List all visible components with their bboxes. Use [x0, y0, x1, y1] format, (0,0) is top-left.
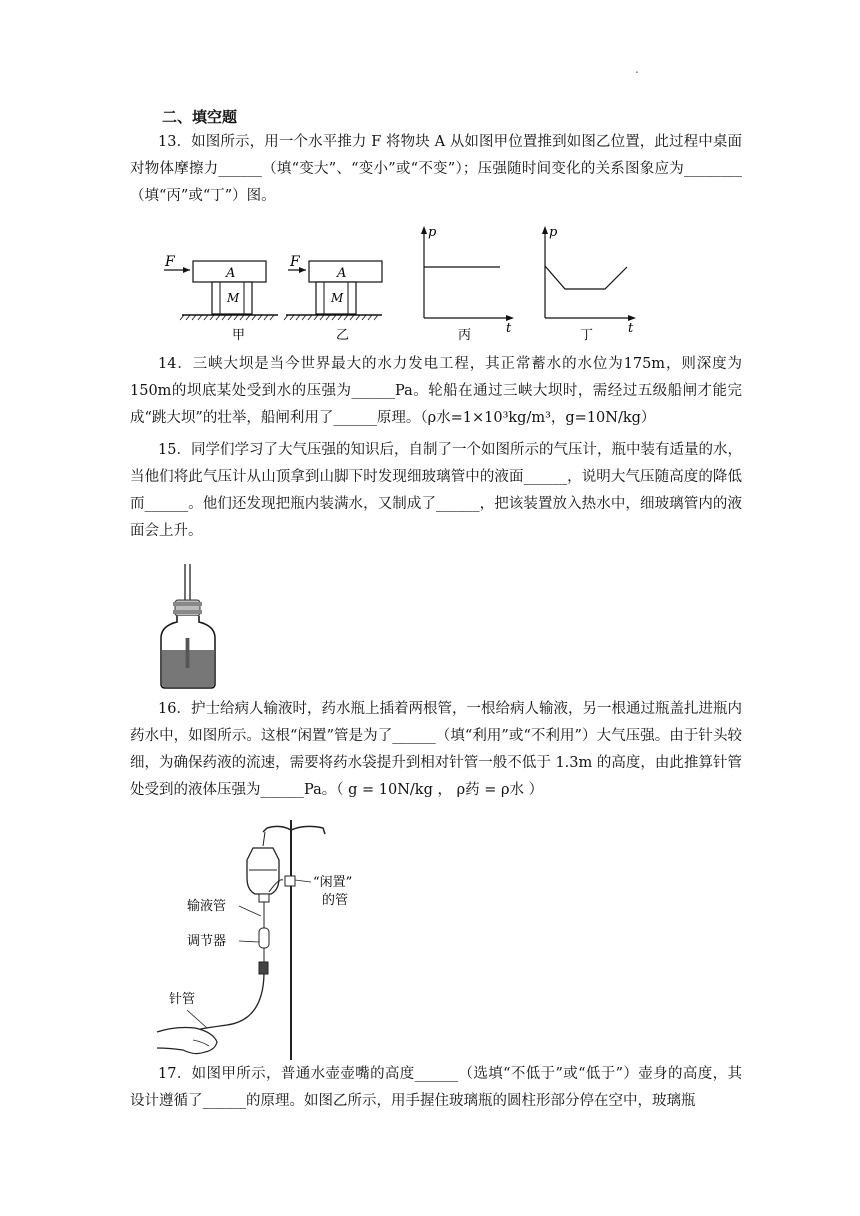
- base-m-jia: M: [227, 291, 240, 305]
- graph-ding: [542, 225, 636, 342]
- caption-ding: 丁: [580, 328, 594, 342]
- question-17-text: 17．如图甲所示，普通水壶壶嘴的高度______（选填“不低于”或“低于”）壶身的高度，其设计遵循了______的原理。如图乙所示，用手握住玻璃瓶的圆柱形部分停在空中，玻璃瓶: [130, 1066, 742, 1109]
- q13-figure: [160, 222, 650, 342]
- axis-t-bing: t: [506, 321, 512, 336]
- label-needle: 针管: [169, 992, 196, 1007]
- force-label-jia: F: [165, 254, 175, 270]
- label-idle-tube-1: “闲置”: [313, 875, 353, 890]
- force-label-yi: F: [290, 254, 300, 270]
- iv-drip-figure: [155, 820, 395, 1062]
- header-mark: .: [635, 62, 639, 76]
- caption-bing: 丙: [458, 328, 472, 342]
- label-infusion-tube: 输液管: [187, 899, 227, 914]
- figure-jia: [164, 254, 278, 342]
- question-15-text: 15．同学们学习了大气压强的知识后，自制了一个如图所示的气压计，瓶中装有适量的水，当他们将此气压计从山顶拿到山脚下时发现细玻璃管中的液面______，说明大气压随高度的降低而______。他们还发现把瓶内装满水，又制成了______，把该装置放入热水中，细玻璃管内的液面会上升。: [130, 442, 742, 539]
- question-16-text: 16．护士给病人输液时，药水瓶上插着两根管，一根给病人输液，另一根通过瓶盖扎进瓶内药水中，如图所示。这根“闲置”管是为了______（填“利用”或“不利用”）大气压强。由于针头较细，为确保药液的流速，需要将药水袋提升到相对针管一般不低于 1.3m 的高度，由此推算针管处受到的液体压强为______Pa。（ g = 10N/kg ， ρ药 = ρ水 ）: [130, 701, 742, 798]
- label-idle-tube-2: 的管: [322, 893, 349, 908]
- axis-p-ding: p: [549, 225, 558, 240]
- figure-yi: [284, 254, 382, 342]
- axis-p-bing: p: [428, 225, 437, 240]
- barometer-bottle-figure: [155, 560, 225, 690]
- caption-jia: 甲: [232, 328, 246, 342]
- question-13-text: 13．如图所示，用一个水平推力 F 将物块 A 从如图甲位置推到如图乙位置，此过程中桌面对物体摩擦力______（填“变大”、“变小”或“不变”）；压强随时间变化的关系图象应为________（填“丙”或“丁”）图。: [130, 134, 742, 204]
- base-m-yi: M: [331, 291, 344, 305]
- label-regulator: 调节器: [187, 934, 227, 949]
- axis-t-ding: t: [628, 321, 634, 336]
- graph-bing: [421, 225, 514, 342]
- question-14-text: 14．三峡大坝是当今世界最大的水力发电工程，其正常蓄水的水位为175m，则深度为150m的坝底某处受到水的压强为______Pa。轮船在通过三峡大坝时，需经过五级船闸才能完成“跳大坝”的壮举，船闸利用了______原理。（ρ水=1×10³kg/m³，g=10N/kg）: [130, 356, 742, 426]
- block-a-jia: A: [226, 266, 236, 281]
- caption-yi: 乙: [336, 328, 350, 342]
- block-a-yi: A: [337, 266, 347, 281]
- section-title: 二、填空题: [162, 108, 238, 126]
